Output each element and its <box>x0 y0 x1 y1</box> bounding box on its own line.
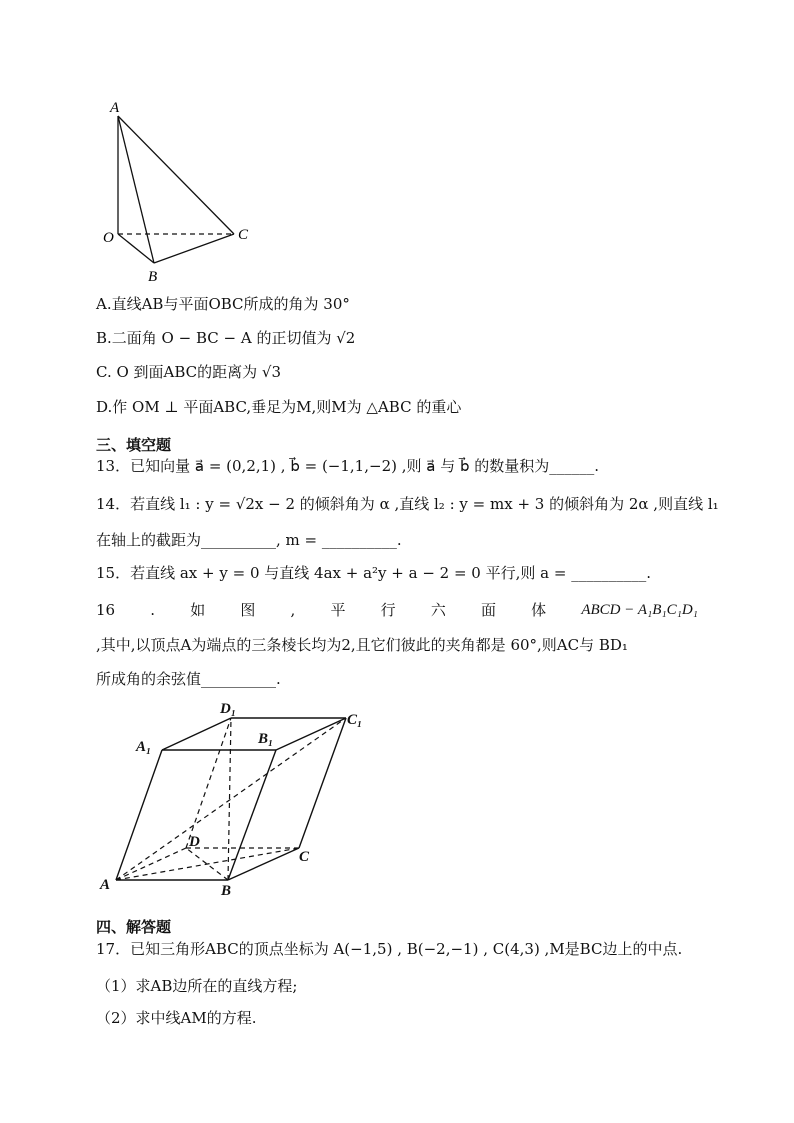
q16-token: 如 <box>190 601 206 619</box>
label-C: C <box>299 849 310 865</box>
question-17-part1: （1）求AB边所在的直线方程; <box>96 977 298 995</box>
option-a: A.直线AB与平面OBC所成的角为 30° <box>96 295 350 313</box>
section-heading-solutions: 四、解答题 <box>96 918 172 936</box>
question-15: 15．若直线 ax + y = 0 与直线 4ax + a²y + a − 2 = 0 平行,则 a = __________. <box>96 564 651 582</box>
question-17-part2: （2）求中线AM的方程. <box>96 1009 257 1027</box>
q16-token: 体 <box>531 601 547 619</box>
q16-token: 行 <box>380 601 396 619</box>
figure-parallelepiped <box>96 696 386 901</box>
question-16-line2: ,其中,以顶点A为端点的三条棱长均为2,且它们彼此的夹角都是 60°,则AC与 BD₁ <box>96 636 628 654</box>
label-C1: C₁ <box>347 712 363 728</box>
section-heading-fill-in: 三、填空题 <box>96 436 172 454</box>
q16-token: 图 <box>240 601 256 619</box>
label-A: A <box>100 877 111 893</box>
label-B: B <box>221 883 232 899</box>
edge-D1A1 <box>162 718 231 750</box>
option-c: C. O 到面ABC的距离为 √3 <box>96 363 282 381</box>
label-A: A <box>110 100 120 116</box>
edge-AA1 <box>116 750 162 880</box>
edge-AC <box>118 116 234 234</box>
question-14-line1: 14．若直线 l₁ : y = √2x − 2 的倾斜角为 α ,直线 l₂ : y = mx + 3 的倾斜角为 2α ,则直线 l₁ <box>96 495 719 513</box>
label-D: D <box>189 834 200 850</box>
edge-BC <box>154 234 234 263</box>
q16-token: , <box>290 601 296 619</box>
q16-token: 面 <box>480 601 496 619</box>
question-17-stem: 17．已知三角形ABC的顶点坐标为 A(−1,5) , B(−2,−1) , C(4,3) ,M是BC边上的中点. <box>96 940 683 958</box>
q16-token: 16 <box>96 601 116 619</box>
label-O: O <box>103 230 114 246</box>
question-14-line2: 在轴上的截距为__________, m = __________. <box>96 531 402 549</box>
label-C: C <box>238 227 249 243</box>
edge-AB <box>118 116 154 263</box>
q16-token: 六 <box>430 601 446 619</box>
edge-BB1 <box>228 750 276 880</box>
edge-CC1 <box>299 718 346 848</box>
question-13: 13．已知向量 a⃗ = (0,2,1) , b⃗ = (−1,1,−2) ,则 a⃗ 与 b⃗ 的数量积为______. <box>96 457 600 475</box>
option-d: D.作 OM ⊥ 平面ABC,垂足为M,则M为 △ABC 的重心 <box>96 398 462 416</box>
figure-tetrahedron <box>100 96 260 286</box>
label-A1: A₁ <box>136 739 152 755</box>
diagonal-AC <box>116 848 299 880</box>
question-16-line1 <box>96 600 698 620</box>
label-B: B <box>148 269 158 285</box>
option-b: B.二面角 O − BC − A 的正切值为 √2 <box>96 329 356 347</box>
question-16-line3: 所成角的余弦值__________. <box>96 670 281 688</box>
edge-DD1-hidden <box>186 718 231 848</box>
q16-token: 平 <box>330 601 346 619</box>
edge-AD-hidden <box>116 848 186 880</box>
label-B1: B₁ <box>258 731 274 747</box>
label-D1: D₁ <box>220 701 237 717</box>
q16-token: . <box>150 601 156 619</box>
diagonal-BD1 <box>228 718 231 880</box>
q16-token: ABCD − A₁B₁C₁D₁ <box>581 602 698 618</box>
